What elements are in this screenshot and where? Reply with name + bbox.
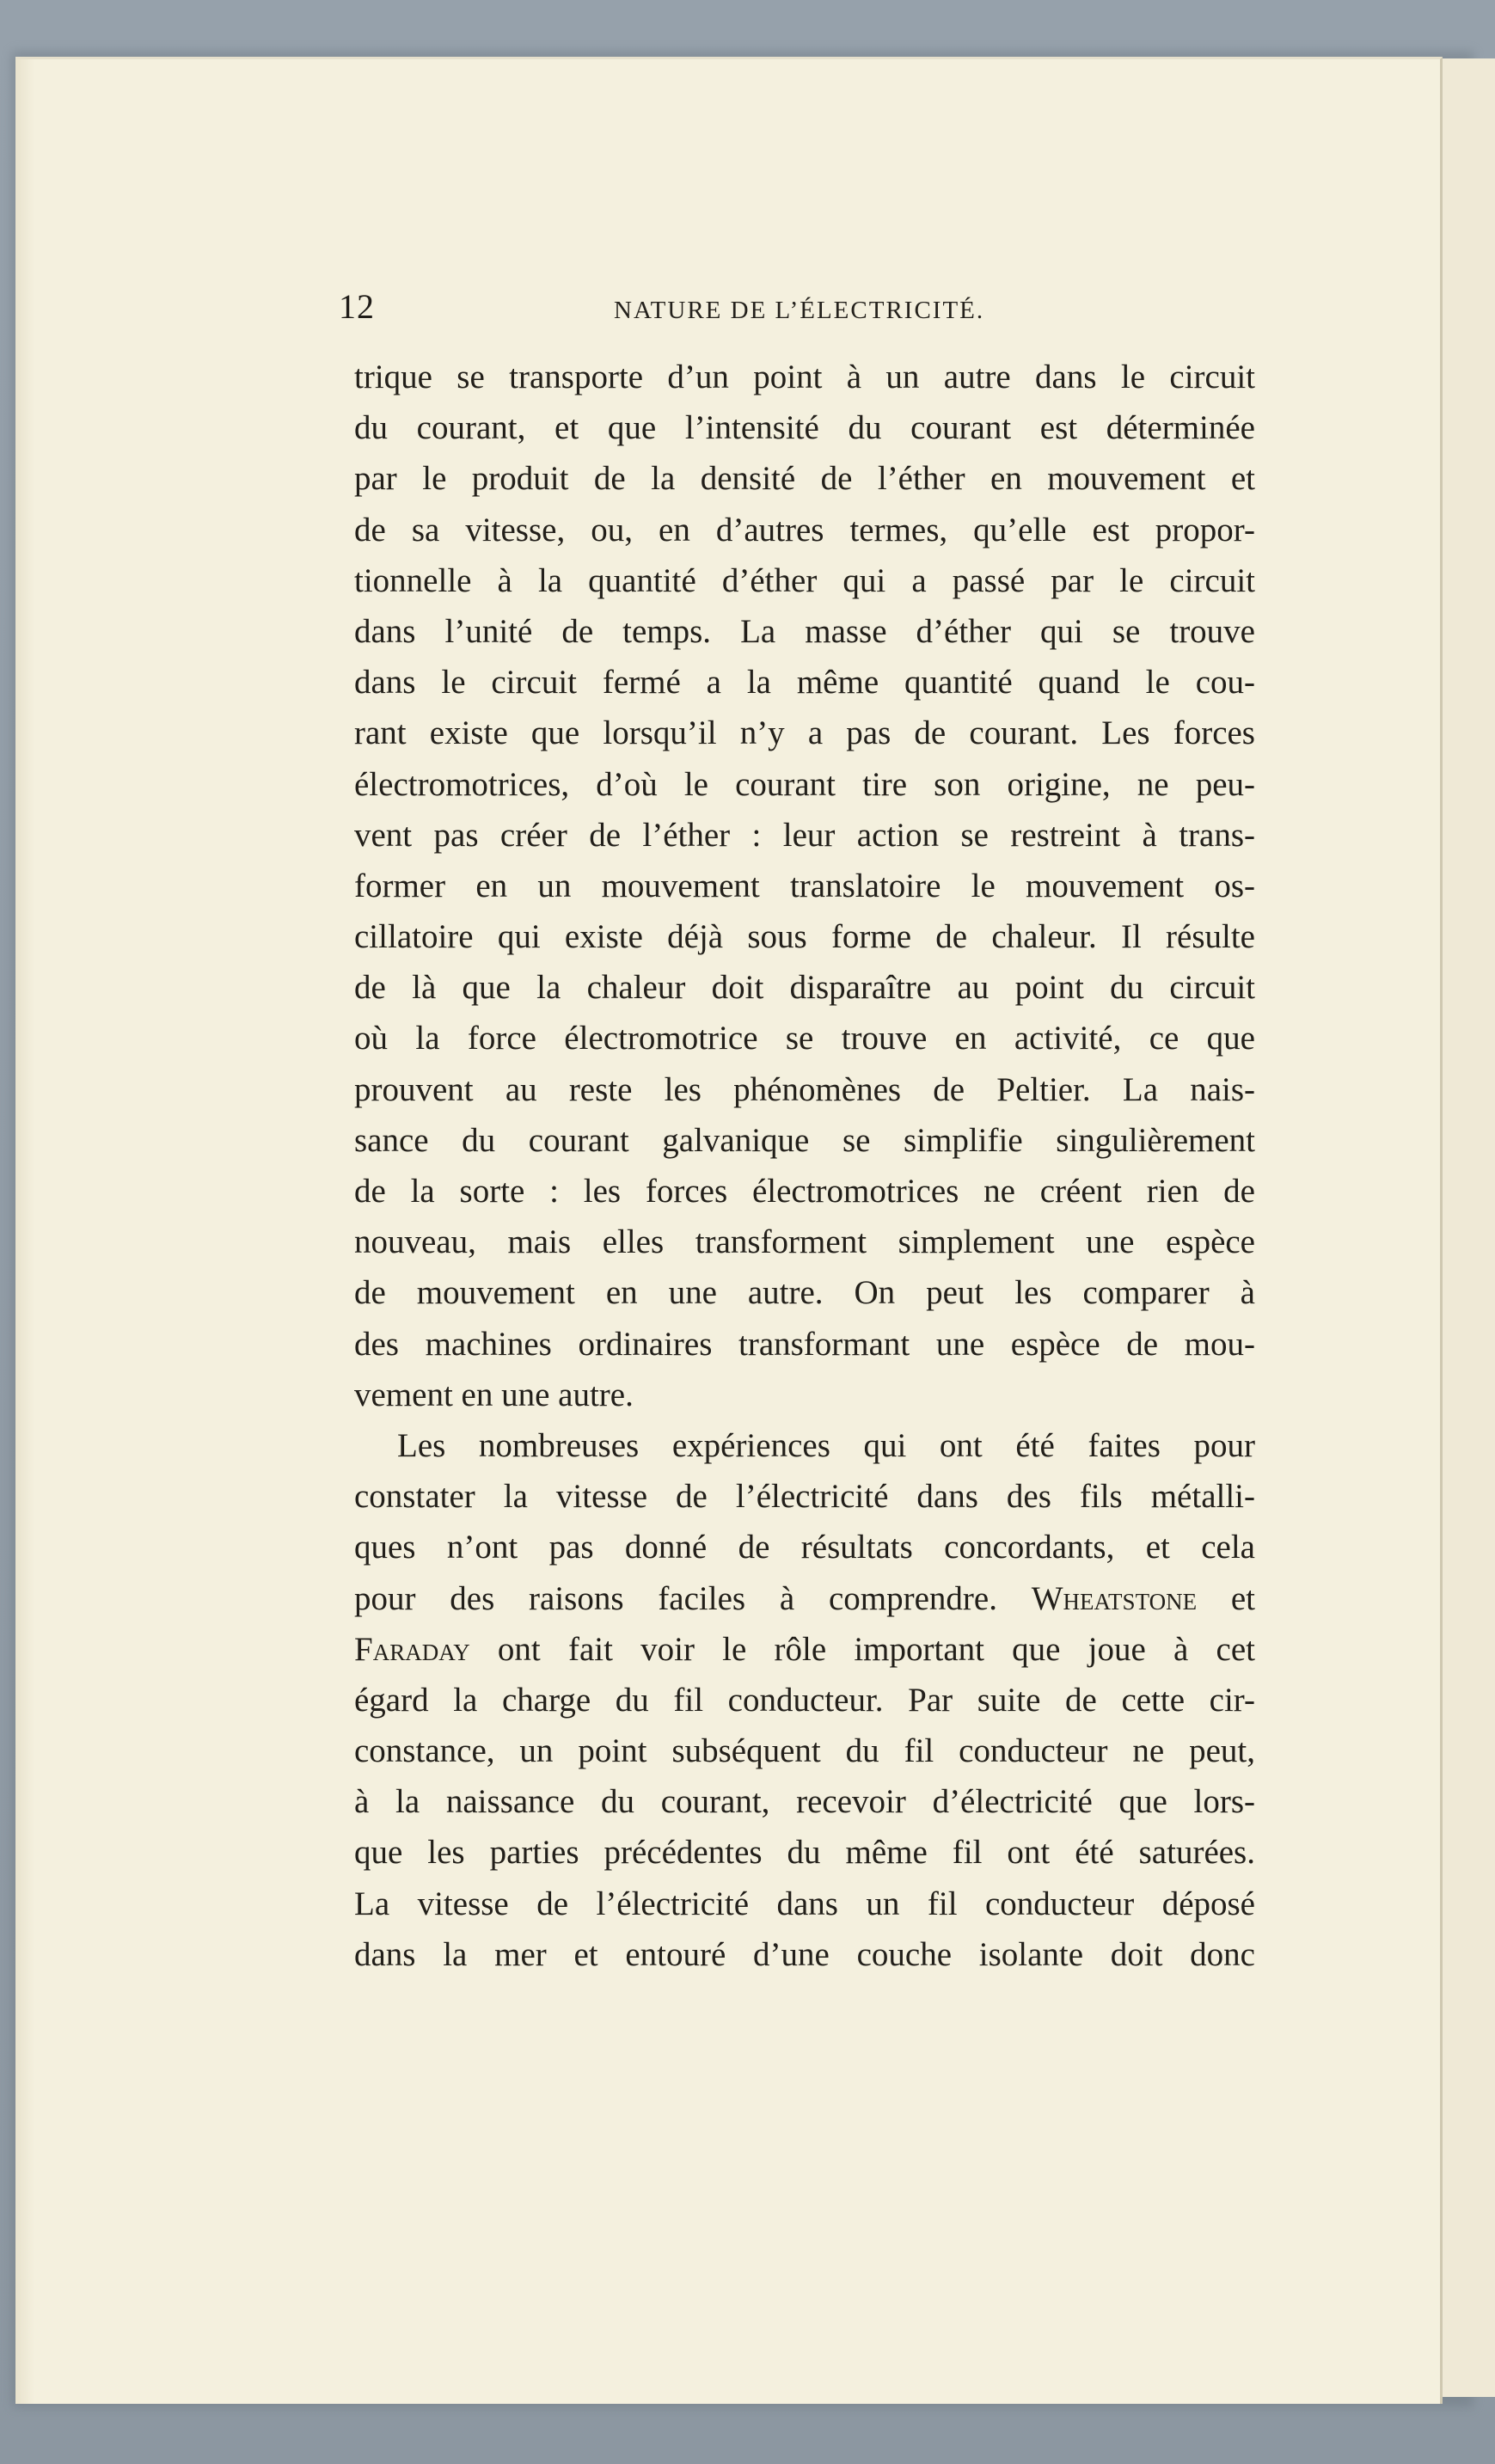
text-line: de là que la chaleur doit disparaître au point du circuit	[354, 969, 1255, 1007]
text-fragment: pour des raisons faciles à comprendre.	[354, 1579, 1032, 1617]
text-line-with-name	[354, 1624, 1255, 1675]
running-head	[339, 286, 1259, 329]
text-line: que les parties précédentes du même fil ont été saturées.	[354, 1834, 1255, 1872]
text-line: former en un mouvement translatoire le mouvement os-	[354, 867, 1255, 904]
text-line: dans la mer et entouré d’une couche isolante doit donc	[354, 1935, 1255, 1973]
text-line: trique se transporte d’un point à un autre dans le circuit	[354, 359, 1255, 395]
text-line: nouveau, mais elles transforment simplement une espèce	[354, 1223, 1255, 1261]
text-line: prouvent au reste les phénomènes de Peltier. La nais-	[354, 1070, 1255, 1108]
text-line: de mouvement en une autre. On peut les comparer à	[354, 1274, 1255, 1312]
text-line: de sa vitesse, ou, en d’autres termes, qu’elle est propor-	[354, 511, 1255, 549]
text-line: électromotrices, d’où le courant tire son origine, ne peu-	[354, 765, 1255, 803]
text-line: du courant, et que l’intensité du courant est déterminée	[354, 409, 1255, 447]
text-line: dans le circuit fermé a la même quantité quand le cou-	[354, 664, 1255, 702]
text-line: égard la charge du fil conducteur. Par suite de cette cir-	[354, 1681, 1255, 1719]
text-line: dans l’unité de temps. La masse d’éther qui se trouve	[354, 612, 1255, 650]
text-line: où la force électromotrice se trouve en activité, ce que	[354, 1020, 1255, 1057]
text-line: par le produit de la densité de l’éther en mouvement et	[354, 460, 1255, 498]
text-line: ques n’ont pas donné de résultats concordants, et cela	[354, 1529, 1255, 1566]
text-line: sance du courant galvanique se simplifie singulièrement	[354, 1121, 1255, 1159]
text-line: cillatoire qui existe déjà sous forme de chaleur. Il résulte	[354, 918, 1255, 956]
text-line: des machines ordinaires transformant une espèce de mou-	[354, 1325, 1255, 1363]
person-name-faraday: Faraday	[354, 1630, 470, 1668]
text-line: constater la vitesse de l’électricité dans des fils métalli-	[354, 1478, 1255, 1516]
running-title: NATURE DE L’ÉLECTRICITÉ.	[614, 297, 985, 324]
text-line: rant existe que lorsqu’il n’y a pas de courant. Les forces	[354, 714, 1255, 752]
text-line: vent pas créer de l’éther : leur action se restreint à trans-	[354, 816, 1255, 854]
text-line: tionnelle à la quantité d’éther qui a passé par le circuit	[354, 561, 1255, 599]
text-line: constance, un point subséquent du fil conducteur ne peut,	[354, 1732, 1255, 1770]
page-number: 12	[339, 287, 375, 326]
paragraph-2	[354, 1420, 1255, 1980]
text-fragment: ont fait voir le rôle important que joue à cet	[469, 1630, 1255, 1668]
body-text	[354, 352, 1255, 1980]
text-fragment: et	[1197, 1579, 1255, 1617]
paragraph-1	[354, 352, 1255, 1420]
text-line: Les nombreuses expériences qui ont été faites pour	[397, 1426, 1255, 1464]
text-line-with-name	[354, 1573, 1255, 1624]
person-name-wheatstone: Wheatstone	[1031, 1579, 1198, 1617]
text-line: à la naissance du courant, recevoir d’électricité que lors-	[354, 1783, 1255, 1821]
text-line: La vitesse de l’électricité dans un fil conducteur déposé	[354, 1885, 1255, 1922]
text-line: de la sorte : les forces électromotrices ne créent rien de	[354, 1173, 1255, 1210]
text-line: vement en une autre.	[354, 1376, 634, 1413]
